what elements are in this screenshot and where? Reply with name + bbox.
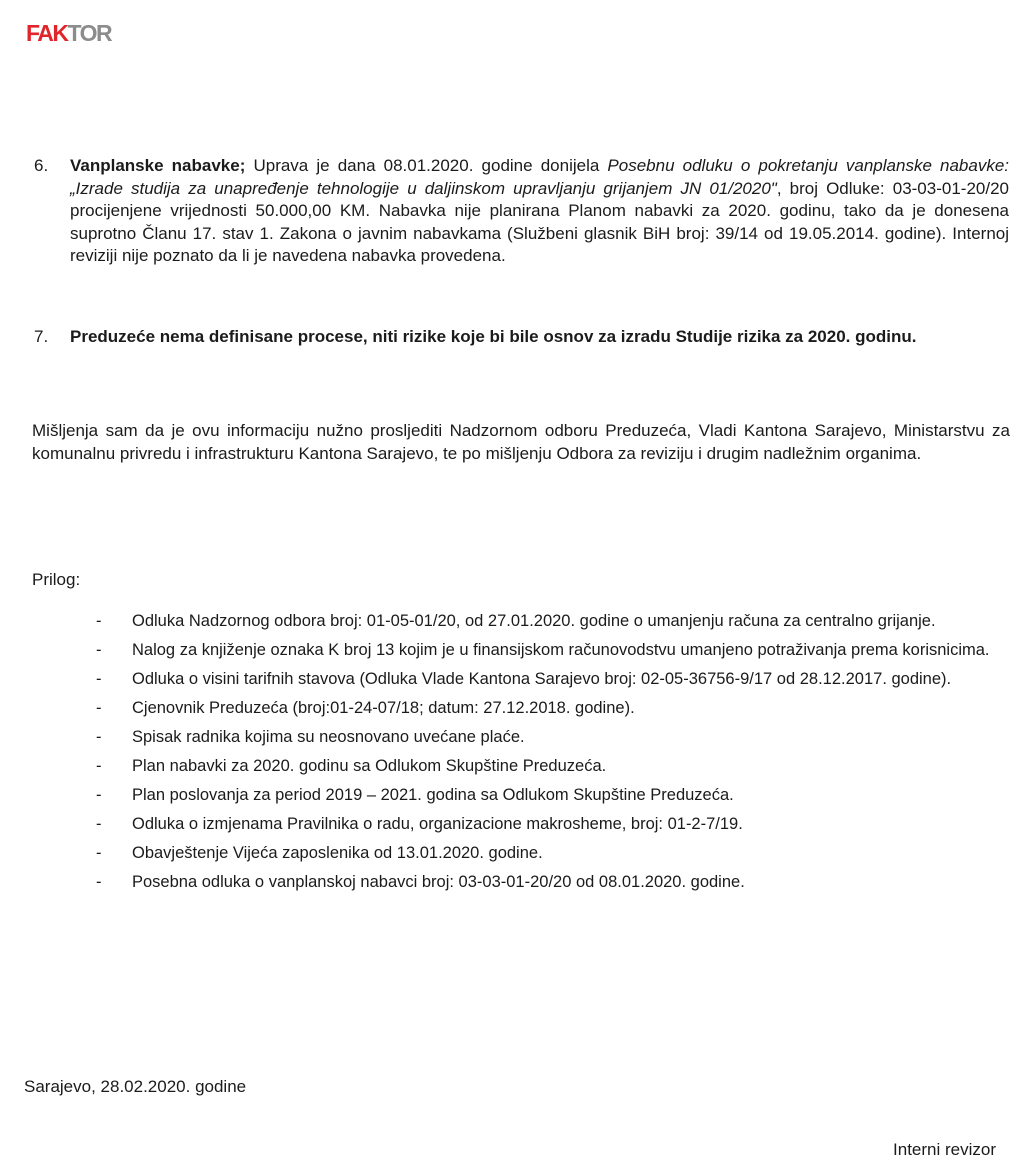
attachment-text: Cjenovnik Preduzeća (broj:01-24-07/18; datum: 27.12.2018. godine). [132,699,635,717]
numbered-item-6 [34,155,1009,268]
item-title: Preduzeće nema definisane procese, niti rizike koje bi bile osnov za izradu Studije rizika za 2020. godinu. [70,327,917,346]
list-item [92,871,1004,894]
bullet-dash: - [96,815,102,833]
bullet-dash: - [96,757,102,775]
bullet-dash: - [96,612,102,630]
logo-part-red: FAK [26,20,68,46]
signer-title: Interni revizor [893,1140,996,1159]
list-item [92,755,1004,778]
item-title: Vanplanske nabavke; [70,156,246,175]
attachment-text: Posebna odluka o vanplanskoj nabavci broj: 03-03-01-20/20 od 08.01.2020. godine. [132,873,745,891]
list-item [92,697,1004,720]
attachment-text: Spisak radnika kojima su neosnovano uvećane plaće. [132,728,525,746]
list-item [92,639,1004,662]
item-text: Uprava je dana 08.01.2020. godine donijela [245,156,608,175]
logo-part-gray: TOR [67,20,112,46]
list-item [92,784,1004,807]
item-body [70,155,1009,268]
numbered-item-7 [34,326,1009,349]
bullet-dash: - [96,844,102,862]
item-number: 7. [34,327,49,346]
bullet-dash: - [96,641,102,659]
opinion-paragraph: Mišljenja sam da je ovu informaciju nužno prosljediti Nadzornom odboru Preduzeća, Vladi Kantona Sarajevo, Ministarstvu za komunalnu privredu i infrastrukturu Kantona Sarajevo, te po mišljenju Odbora za reviziju i drugim nadležnim organima. [32,421,1010,463]
place-and-date: Sarajevo, 28.02.2020. godine [24,1077,247,1096]
list-item [92,668,1004,691]
attachment-text: Nalog za knjiženje oznaka K broj 13 kojim je u finansijskom računovodstvu umanjeno potraživanja prema korisnicima. [132,641,990,659]
item-number: 6. [34,156,49,175]
list-item [92,610,1004,633]
bullet-dash: - [96,786,102,804]
attachment-text: Odluka Nadzornog odbora broj: 01-05-01/20, od 27.01.2020. godine o umanjenju računa za centralno grijanje. [132,612,936,630]
attachment-text: Plan poslovanja za period 2019 – 2021. godina sa Odlukom Skupštine Preduzeća. [132,786,734,804]
faktor-logo [26,22,111,45]
bullet-dash: - [96,670,102,688]
list-item [92,813,1004,836]
attachment-text: Plan nabavki za 2020. godinu sa Odlukom Skupštine Preduzeća. [132,757,607,775]
attachment-text: Odluka o izmjenama Pravilnika o radu, organizacione makrosheme, broj: 01-2-7/19. [132,815,743,833]
item-italic-text: Posebnu odluku o pokretanju vanplanske nabavke: „Izrade studija za unapređenje tehnologije u daljinskom upravljanju grijanjem JN 01/2020" [70,156,1009,198]
attachment-text: Obavještenje Vijeća zaposlenika od 13.01.2020. godine. [132,844,543,862]
item-text: , broj Odluke: 03-03-01-20/20 procijenjene vrijednosti 50.000,00 KM. Nabavka nije planirana Planom nabavki za 2020. godinu, tako da je donesena suprotno Članu 17. stav 1. Zakona o javnim nabavkama (Službeni glasnik BiH broj: 39/14 od 19.05.2014. godine). Internoj reviziji nije poznato da li je navedena nabavka provedena. [70,178,1009,265]
list-item [92,726,1004,749]
bullet-dash: - [96,873,102,891]
attachments-list [92,610,1004,900]
list-item [92,842,1004,865]
attachments-heading: Prilog: [32,570,81,589]
bullet-dash: - [96,728,102,746]
bullet-dash: - [96,699,102,717]
attachment-text: Odluka o visini tarifnih stavova (Odluka Vlade Kantona Sarajevo broj: 02-05-36756-9/17 od 28.12.2017. godine). [132,670,952,688]
